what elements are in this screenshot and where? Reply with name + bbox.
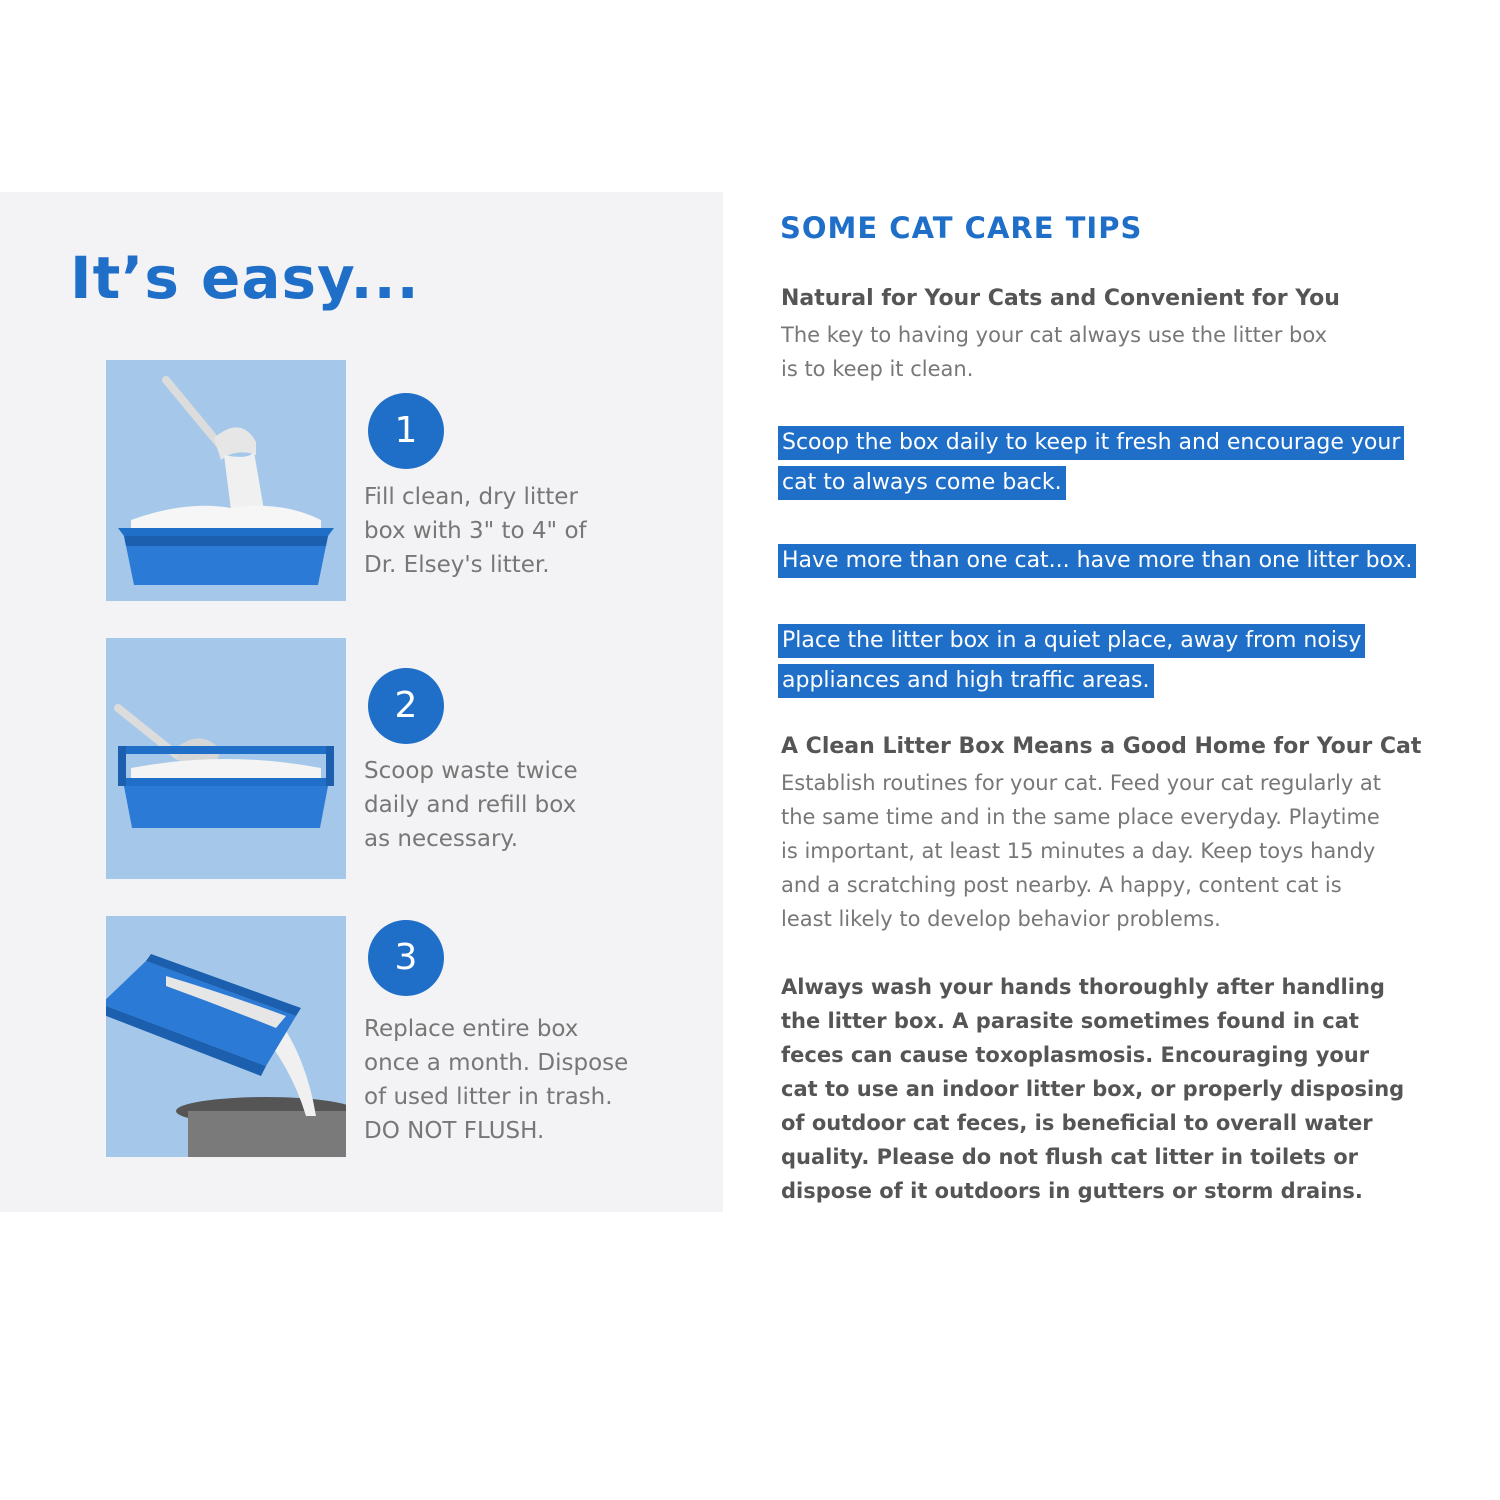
litter-box-pour-icon	[106, 360, 346, 601]
hygiene-warning: Always wash your hands thoroughly after handling the litter box. A parasite sometimes found in cat feces can cause toxoplasmosis. Encouraging your cat to use an indoor litter box, or properly disposing of outdoor cat feces, is beneficial to overall water quality. Please do not flush cat litter in toilets or dispose of it outdoors in gutters or storm drains.	[781, 975, 1405, 1203]
step-3-badge: 3	[368, 920, 444, 996]
step-2-badge: 2	[368, 668, 444, 744]
highlight-tip-2	[778, 544, 1416, 584]
headline: It’s easy...	[70, 244, 420, 312]
highlight-tip-2-line-1: Have more than one cat... have more than one litter box.	[778, 544, 1416, 578]
highlight-tip-1-line-1: Scoop the box daily to keep it fresh and encourage your	[778, 426, 1404, 460]
highlight-tip-3-line-2: appliances and high traffic areas.	[778, 664, 1154, 698]
highlight-tip-3-line-1: Place the litter box in a quiet place, away from noisy	[778, 624, 1365, 658]
section-1-title: Natural for Your Cats and Convenient for You	[781, 286, 1340, 311]
highlight-tip-3	[778, 624, 1365, 704]
tips-heading: SOME CAT CARE TIPS	[780, 211, 1143, 245]
step-2-illustration	[106, 638, 346, 879]
litter-scoop-icon	[106, 638, 346, 879]
step-1-illustration	[106, 360, 346, 601]
step-1-badge: 1	[368, 393, 444, 469]
highlight-tip-1	[778, 426, 1404, 506]
section-2-body: Establish routines for your cat. Feed your cat regularly at the same time and in the same place everyday. Playtime is important, at least 15 minutes a day. Keep toys handy and a scratching post nearby. A happy, content cat is least likely to develop behavior problems.	[781, 771, 1382, 931]
highlight-tip-1-line-2: cat to always come back.	[778, 466, 1066, 500]
step-3-illustration	[106, 916, 346, 1157]
dump-litter-trash-icon	[106, 916, 346, 1157]
section-2-title: A Clean Litter Box Means a Good Home for Your Cat	[781, 734, 1422, 759]
step-3-text: Replace entire box once a month. Dispose of used litter in trash. DO NOT FLUSH.	[364, 1016, 629, 1144]
step-1-text: Fill clean, dry litter box with 3" to 4" of Dr. Elsey's litter.	[364, 484, 587, 578]
section-1-body: The key to having your cat always use the litter box is to keep it clean.	[781, 323, 1327, 381]
step-2-text: Scoop waste twice daily and refill box as necessary.	[364, 758, 578, 852]
